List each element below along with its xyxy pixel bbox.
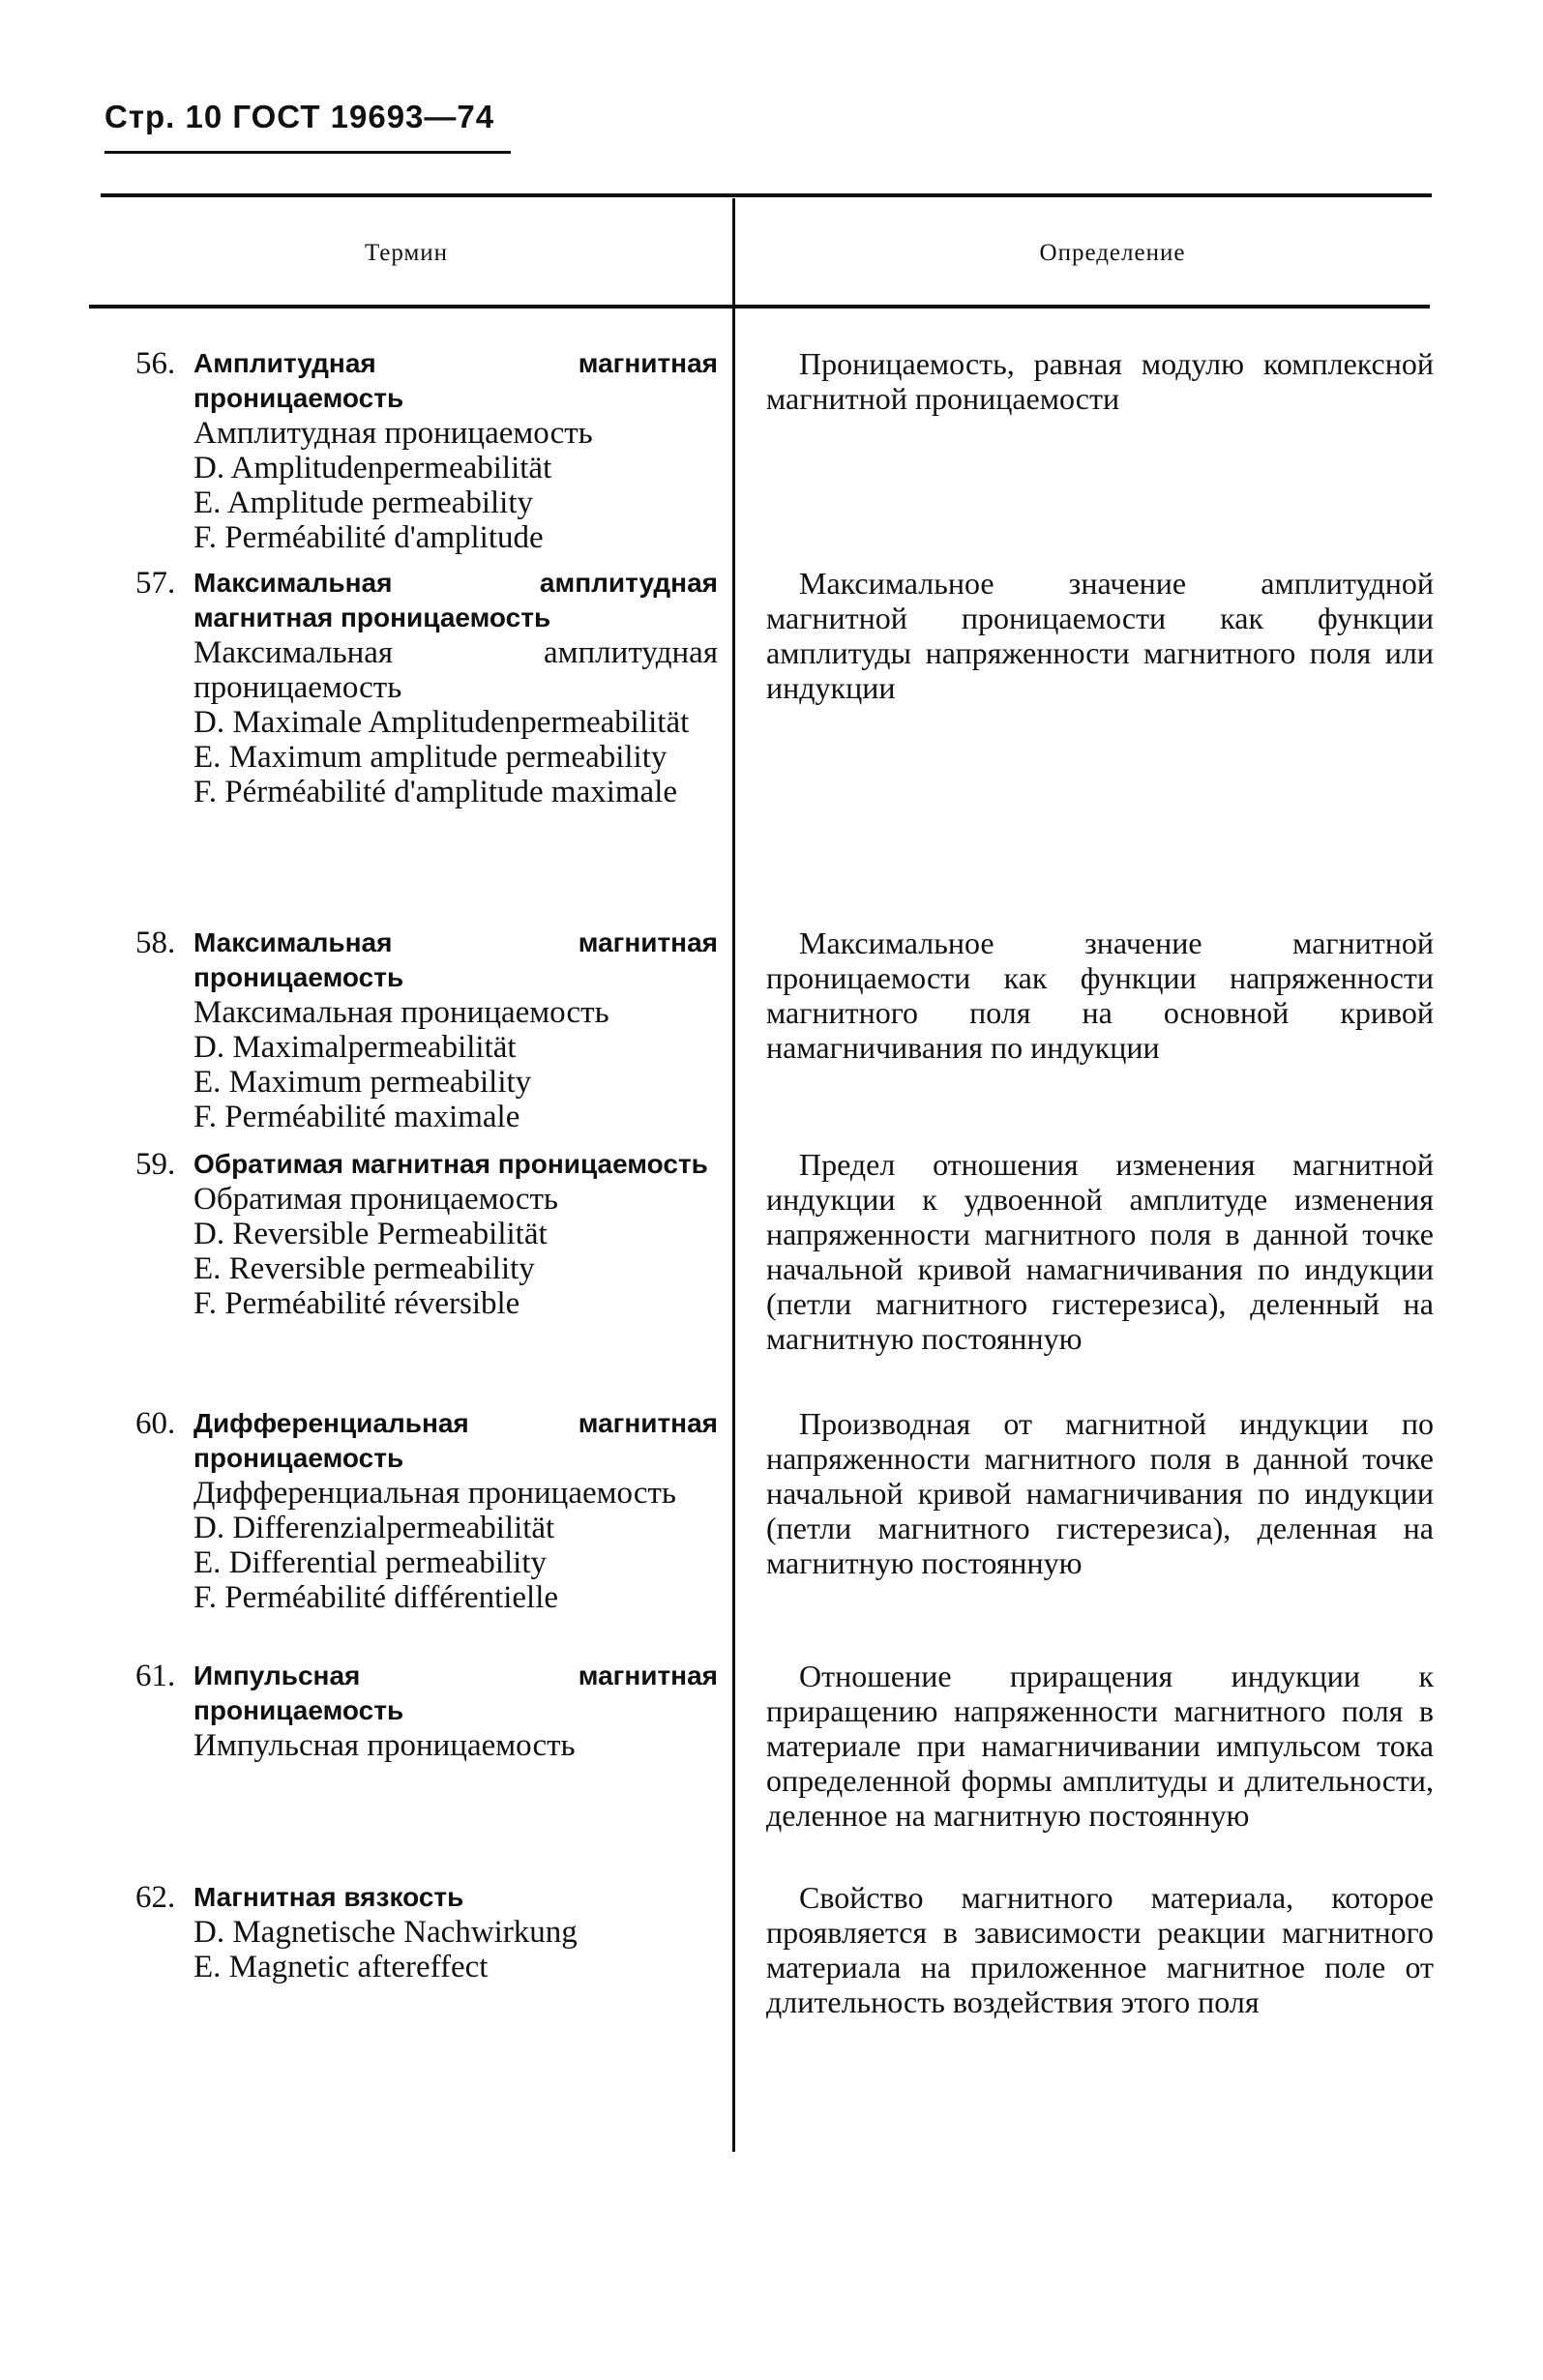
term-entry-56	[135, 346, 718, 555]
term-number: 58.	[135, 926, 176, 960]
term-entry-60	[135, 1406, 718, 1615]
definition-56: Проницаемость, равная модулю комплексной магнитной проницаемости	[766, 346, 1434, 416]
term-translation-en: E. Maximum amplitude permeability	[193, 740, 668, 775]
term-translation-fr: F. Perméabilité réversible	[193, 1286, 520, 1321]
term-short-form: Обратимая проницаемость	[193, 1182, 558, 1217]
term-short-form: Максимальная амплитудная проницаемость	[193, 635, 718, 705]
definition-60: Производная от магнитной индукции по напряженности магнитного поля в данной точке начальной кривой намагничивания по индукции (петли магнитного гистерезиса), деленная на магнитную постоянную	[766, 1406, 1434, 1580]
term-translation-de: D. Maximalpermeabilität	[193, 1030, 517, 1065]
definition-59: Предел отношения изменения магнитной индукции к удвоенной амплитуде изменения напряженности магнитного поля в данной точке начальной кривой намагничивания по индукции (петли магнитного гистерезиса), деленный на магнитную постоянную	[766, 1147, 1434, 1356]
definition-61: Отношение приращения индукции к приращению напряженности магнитного поля в материале при намагничивании импульсом тока определенной формы амплитуды и длительности, деленное на магнитную постоянную	[766, 1659, 1434, 1833]
term-translation-fr: F. Perméabilité différentielle	[193, 1580, 559, 1615]
term-title: Импульсная магнитная проницаемость	[193, 1660, 718, 1725]
term-translation-de: D. Reversible Permeabilität	[193, 1217, 548, 1251]
term-short-form: Импульсная проницаемость	[193, 1728, 576, 1763]
term-title: Максимальная амплитудная магнитная проницаемость	[193, 568, 718, 632]
term-title: Магнитная вязкость	[193, 1882, 464, 1912]
term-translation-en: E. Differential permeability	[193, 1545, 547, 1580]
definition-57: Максимальное значение амплитудной магнитной проницаемости как функции амплитуды напряженности магнитного поля или индукции	[766, 566, 1434, 705]
term-number: 62.	[135, 1880, 176, 1915]
term-translation-de: D. Maximale Amplitudenpermeabilität	[193, 705, 690, 740]
column-divider	[732, 198, 735, 2152]
term-number: 59.	[135, 1147, 176, 1182]
term-short-form: Амплитудная проницаемость	[193, 416, 593, 451]
term-translation-fr: F. Perméabilité d'amplitude	[193, 520, 544, 555]
column-header-term: Термин	[364, 240, 449, 266]
term-translation-en: E. Maximum permeability	[193, 1065, 532, 1100]
term-short-form: Максимальная проницаемость	[193, 995, 609, 1030]
term-title: Амплитудная магнитная проницаемость	[193, 348, 718, 413]
term-entry-61	[135, 1659, 718, 1763]
term-title: Максимальная магнитная проницаемость	[193, 927, 718, 992]
definition-58: Максимальное значение магнитной проницаемости как функции напряженности магнитного поля на основной кривой намагничивания по индукции	[766, 926, 1434, 1065]
term-entry-58	[135, 926, 718, 1134]
term-translation-en: E. Reversible permeability	[193, 1251, 535, 1286]
term-translation-en: E. Amplitude permeability	[193, 485, 534, 520]
term-number: 56.	[135, 346, 176, 381]
term-translation-de: D. Differenzialpermeabilität	[193, 1511, 555, 1545]
term-entry-57	[135, 566, 718, 809]
page-header: Стр. 10 ГОСТ 19693—74	[104, 99, 495, 134]
term-entry-59	[135, 1147, 718, 1321]
term-number: 61.	[135, 1659, 176, 1693]
column-header-definition: Определение	[1039, 240, 1186, 266]
term-translation-fr: F. Perméabilité maximale	[193, 1100, 520, 1134]
term-short-form: Дифференциальная проницаемость	[193, 1476, 676, 1511]
term-title: Дифференциальная магнитная проницаемость	[193, 1408, 718, 1473]
term-entry-62	[135, 1880, 718, 1984]
header-underline	[104, 151, 511, 154]
term-translation-de: D. Amplitudenpermeabilität	[193, 451, 552, 485]
term-translation-en: E. Magnetic aftereffect	[193, 1950, 489, 1984]
term-number: 60.	[135, 1406, 176, 1441]
table-header-rule	[89, 305, 1430, 309]
table-top-rule	[101, 193, 1432, 197]
term-title: Обратимая магнитная проницаемость	[193, 1149, 708, 1179]
term-translation-de: D. Magnetische Nachwirkung	[193, 1915, 578, 1950]
term-translation-fr: F. Pérméabilité d'amplitude maximale	[193, 775, 678, 809]
definition-62: Свойство магнитного материала, которое проявляется в зависимости реакции магнитного материала на приложенное магнитное поле от длительность воздействия этого поля	[766, 1880, 1434, 2019]
term-number: 57.	[135, 566, 176, 601]
